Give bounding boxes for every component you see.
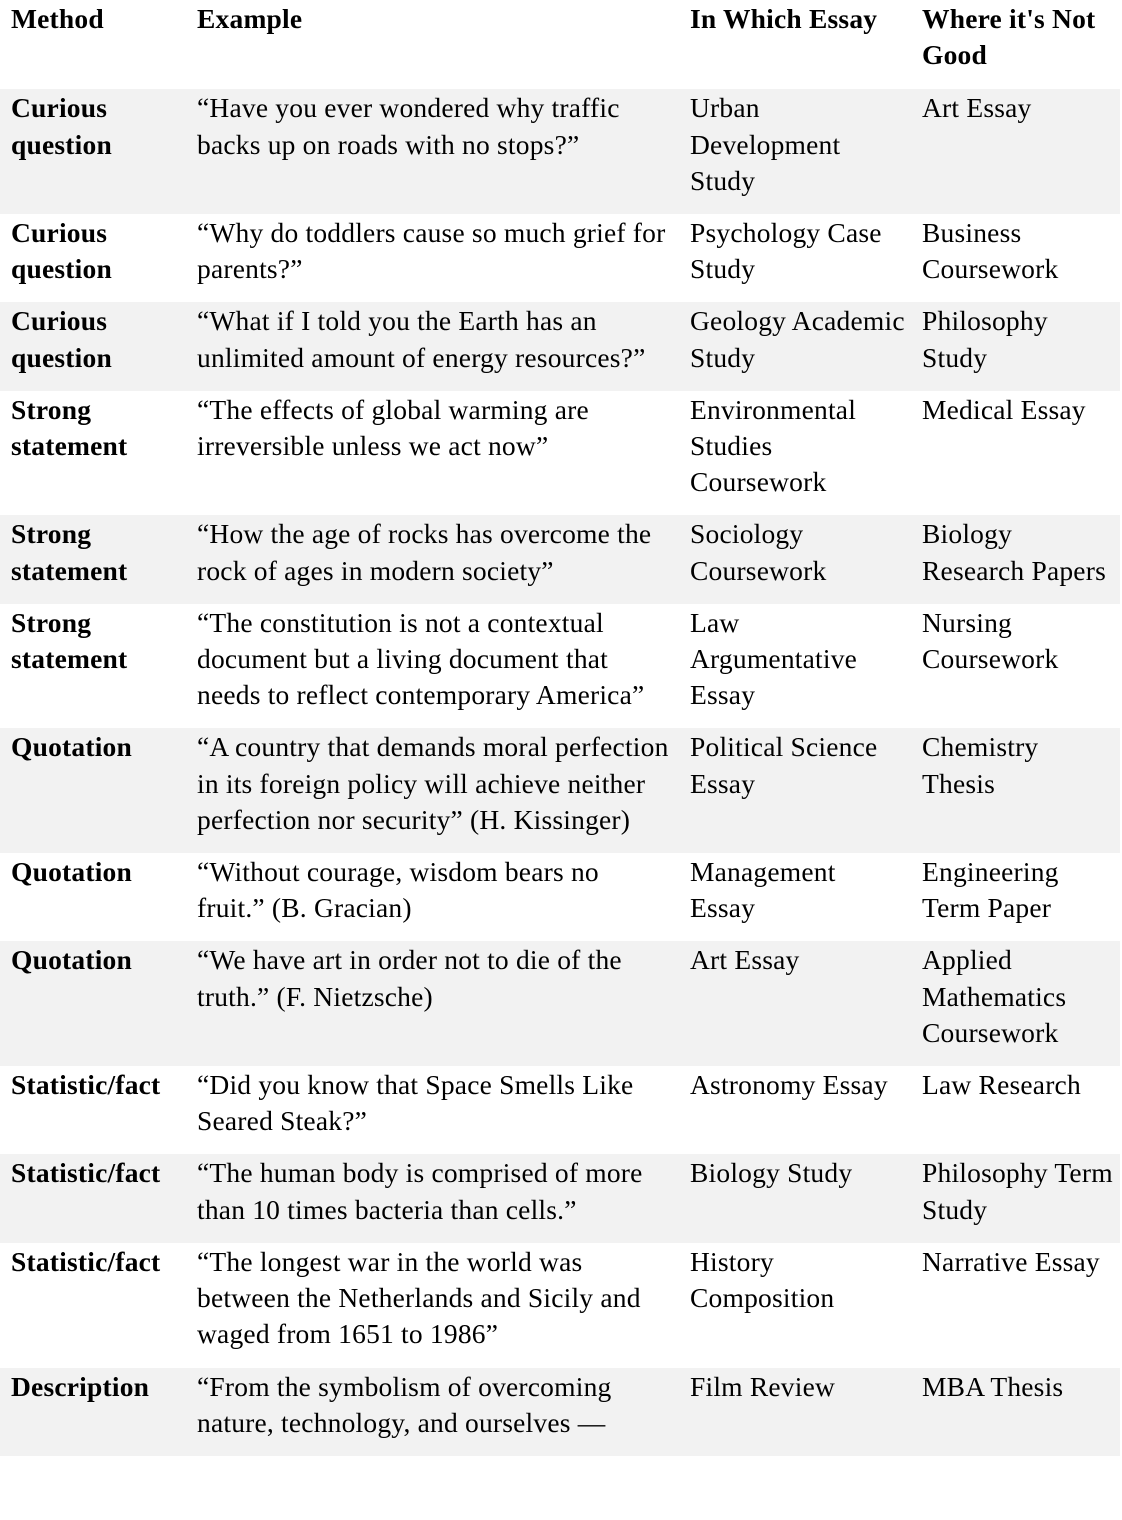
not-good-cell: Art Essay — [911, 89, 1120, 214]
essay-cell: Political Science Essay — [679, 728, 911, 853]
method-cell: Curious question — [0, 302, 186, 390]
method-cell: Quotation — [11, 856, 132, 888]
table-row — [0, 1154, 1120, 1242]
not-good-cell: Philosophy Study — [911, 302, 1120, 390]
not-good-cell: Chemistry Thesis — [911, 728, 1120, 853]
essay-cell: Management Essay — [690, 856, 836, 924]
example-cell: “We have art in order not to die of the truth.” (F. Nietzsche) — [186, 941, 679, 1066]
example-cell: “What if I told you the Earth has an unlimited amount of energy resources?” — [186, 302, 679, 390]
essay-cell: Film Review — [679, 1368, 911, 1456]
example-cell: “Did you know that Space Smells Like Seared Steak?” — [197, 1069, 634, 1137]
method-cell: Quotation — [0, 728, 186, 853]
not-good-cell: Law Research — [922, 1069, 1081, 1101]
method-cell: Statistic/fact — [0, 1154, 186, 1242]
not-good-cell: Nursing Coursework — [922, 606, 1059, 675]
header-essay: In Which Essay — [690, 3, 878, 34]
method-cell: Statistic/fact — [11, 1245, 161, 1277]
example-cell: “From the symbolism of overcoming nature, technology, and ourselves — — [186, 1368, 679, 1456]
not-good-cell: Biology Research Papers — [911, 515, 1120, 603]
not-good-cell: Medical Essay — [922, 393, 1086, 425]
not-good-cell: Business Coursework — [922, 217, 1059, 285]
header-not-good: Where it's Not Good — [922, 3, 1096, 71]
table-row — [0, 302, 1120, 390]
table-row — [0, 1243, 1120, 1368]
method-cell: Strong statement — [0, 515, 186, 603]
not-good-cell: Engineering Term Paper — [922, 856, 1059, 924]
essay-cell: Biology Study — [679, 1154, 911, 1242]
table-row — [0, 391, 1120, 516]
method-cell: Quotation — [0, 941, 186, 1066]
example-cell: “How the age of rocks has overcome the rock of ages in modern society” — [186, 515, 679, 603]
example-cell: “Have you ever wondered why traffic backs up on roads with no stops?” — [186, 89, 679, 214]
example-cell: “A country that demands moral perfection in its foreign policy will achieve neither perfection nor security” (H. Kissinger) — [186, 728, 679, 853]
not-good-cell: MBA Thesis — [911, 1368, 1120, 1456]
table-row — [0, 89, 1120, 214]
not-good-cell: Applied Mathematics Coursework — [911, 941, 1120, 1066]
essay-cell: Sociology Coursework — [679, 515, 911, 603]
table-row — [0, 515, 1120, 603]
method-cell: Strong statement — [11, 393, 128, 462]
table-row — [0, 214, 1120, 302]
essay-cell: Astronomy Essay — [690, 1069, 888, 1101]
not-good-cell: Narrative Essay — [922, 1245, 1100, 1277]
example-cell: “The effects of global warming are irreversible unless we act now” — [197, 393, 589, 462]
header-example: Example — [197, 3, 303, 34]
method-cell: Statistic/fact — [11, 1069, 161, 1101]
method-cell: Curious question — [11, 217, 112, 285]
header-method: Method — [11, 3, 104, 34]
essay-cell: Urban Development Study — [679, 89, 911, 214]
table-row — [0, 604, 1120, 729]
essay-cell: Art Essay — [679, 941, 911, 1066]
essay-cell: Environmental Studies Coursework — [690, 393, 857, 498]
header-row — [0, 0, 1120, 89]
example-cell: “Without courage, wisdom bears no fruit.” (B. Gracian) — [197, 856, 599, 924]
essay-cell: History Composition — [690, 1245, 835, 1314]
not-good-cell: Philosophy Term Study — [911, 1154, 1120, 1242]
essay-cell: Psychology Case Study — [690, 217, 882, 285]
essay-cell: Geology Academic Study — [679, 302, 911, 390]
table-row — [0, 1066, 1120, 1154]
example-cell: “Why do toddlers cause so much grief for parents?” — [197, 217, 666, 285]
method-cell: Strong statement — [11, 606, 128, 675]
example-cell: “The human body is comprised of more than 10 times bacteria than cells.” — [186, 1154, 679, 1242]
table-body — [0, 89, 1120, 1456]
table-row — [0, 853, 1120, 941]
example-cell: “The constitution is not a contextual document but a living document that needs to reflect contemporary America” — [197, 606, 645, 711]
method-cell: Curious question — [0, 89, 186, 214]
table-header — [0, 0, 1120, 89]
table-row — [0, 1368, 1120, 1456]
example-cell: “The longest war in the world was between the Netherlands and Sicily and waged from 1651 to 1986” — [197, 1245, 641, 1350]
table-row — [0, 728, 1120, 853]
method-cell: Description — [0, 1368, 186, 1456]
table-row — [0, 941, 1120, 1066]
essay-cell: Law Argumentative Essay — [690, 606, 858, 711]
